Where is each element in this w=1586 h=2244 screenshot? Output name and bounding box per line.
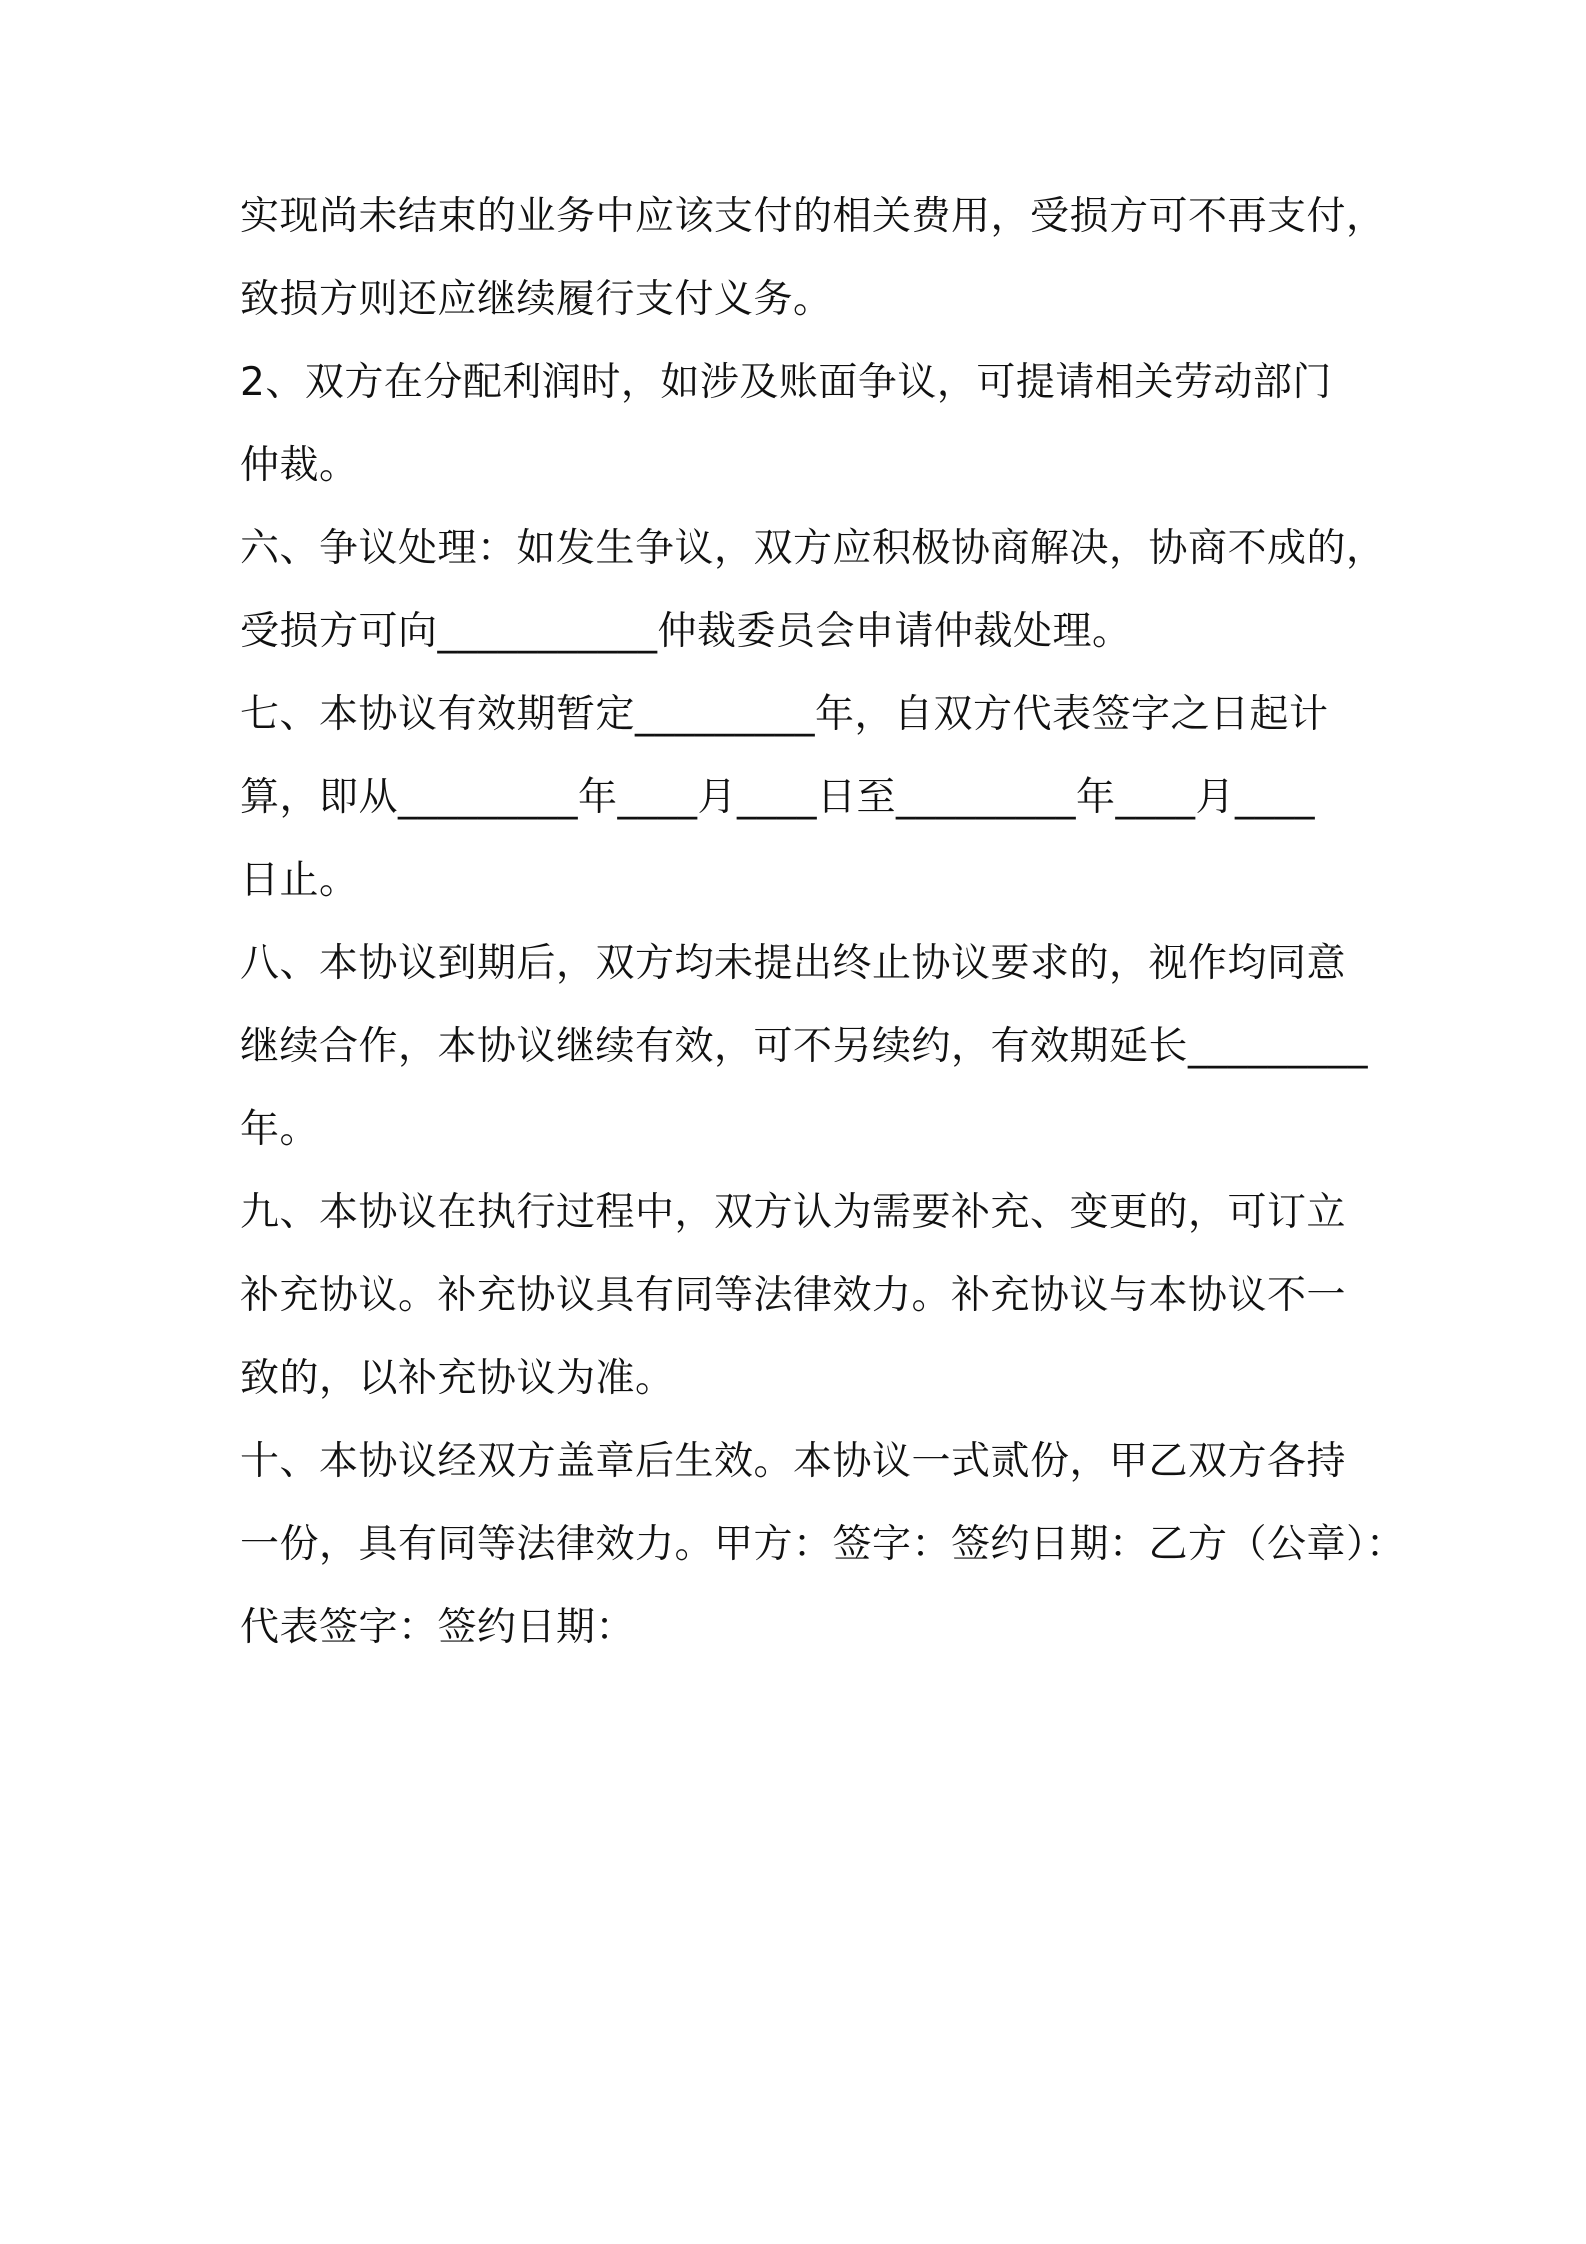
document-body: [240, 194, 1406, 1690]
text-line: 代表签字：签约日期：: [240, 1605, 636, 1650]
text-line: 算，即从_________年____月____日至_________年____月____: [240, 775, 1316, 820]
text-line: 日止。: [240, 858, 359, 903]
text-line: 致的，以补充协议为准。: [240, 1356, 675, 1401]
text-line: 一份，具有同等法律效力。甲方：签字：签约日期：乙方（公章）：: [240, 1522, 1406, 1567]
text-line: 十、本协议经双方盖章后生效。本协议一式贰份，甲乙双方各持: [240, 1439, 1347, 1484]
text-line: 继续合作，本协议继续有效，可不另续约，有效期延长_________: [240, 1024, 1369, 1069]
text-line: 仲裁。: [240, 443, 359, 488]
text-line: 致损方则还应继续履行支付义务。: [240, 277, 833, 322]
text-line: 九、本协议在执行过程中，双方认为需要补充、变更的，可订立: [240, 1190, 1347, 1235]
text-line: 受损方可向___________仲裁委员会申请仲裁处理。: [240, 609, 1132, 654]
text-line: 八、本协议到期后，双方均未提出终止协议要求的，视作均同意: [240, 941, 1347, 986]
text-line: 六、争议处理：如发生争议，双方应积极协商解决，协商不成的，: [240, 526, 1386, 571]
text-line: 七、本协议有效期暂定_________年，自双方代表签字之日起计: [240, 692, 1329, 737]
text-line: 年。: [240, 1107, 320, 1152]
text-line: 实现尚未结束的业务中应该支付的相关费用，受损方可不再支付，: [240, 194, 1386, 239]
text-line: 补充协议。补充协议具有同等法律效力。补充协议与本协议不一: [240, 1273, 1347, 1318]
text-line: 2、双方在分配利润时，如涉及账面争议，可提请相关劳动部门: [240, 360, 1332, 405]
